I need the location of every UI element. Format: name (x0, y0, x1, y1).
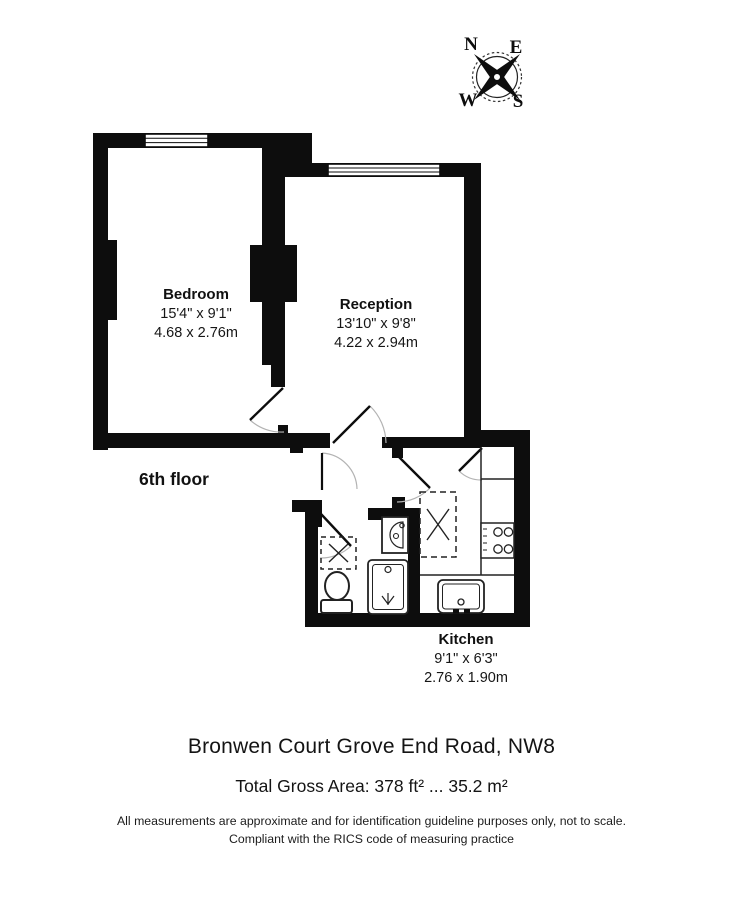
kitchen-door (459, 448, 482, 480)
compass-south-label: S (512, 91, 524, 112)
shower-tray (368, 560, 408, 614)
kitchen-right-wall (514, 435, 530, 627)
disclaimer (0, 812, 743, 848)
bedroom-name: Bedroom (163, 286, 229, 303)
property-address: Bronwen Court Grove End Road, NW8 (187, 735, 556, 758)
bedroom-dim-metric: 4.68 x 2.76m (154, 325, 238, 341)
bathroom-top-left-wall (292, 500, 322, 512)
compass-east-label: E (509, 37, 523, 58)
bedroom-left-pier (108, 240, 117, 320)
kitchen-fixtures (420, 447, 514, 614)
compass-rose (459, 34, 524, 112)
bedroom-dim-imperial: 15'4" x 9'1" (160, 305, 232, 322)
shower-space (321, 537, 356, 569)
bedroom-window (145, 134, 208, 147)
floor-label: 6th floor (139, 469, 209, 489)
reception-window (328, 164, 440, 176)
total-gross-area: Total Gross Area: 378 ft² ... 35.2 m² (235, 776, 508, 796)
bathroom-fixtures (321, 517, 408, 614)
middle-wall-upper (262, 148, 285, 245)
entrance-door (322, 453, 357, 490)
walls (93, 133, 530, 627)
hob (481, 523, 514, 558)
kitchen-dim-metric: 2.76 x 1.90m (424, 670, 508, 686)
wash-basin (382, 517, 408, 553)
reception-name: Reception (339, 296, 413, 313)
bedroom-door-jamb (271, 365, 285, 387)
bathroom-door (320, 514, 351, 558)
kitchen-label (424, 630, 508, 689)
bedroom-label (154, 285, 238, 344)
reception-door (333, 406, 386, 443)
kitchen-name: Kitchen (438, 631, 494, 648)
chimney-breast (250, 245, 297, 302)
toilet (321, 572, 352, 613)
bathroom-kitchen-divider-wall (408, 508, 420, 613)
disclaimer-line-1: All measurements are approximate and for identification guideline purposes only, not to scale. (116, 814, 626, 828)
bathroom-door-jamb (308, 512, 322, 527)
kitchen-dim-imperial: 9'1" x 6'3" (434, 650, 498, 667)
disclaimer-line-2: Compliant with the RICS code of measuring practice (228, 832, 514, 846)
doors (250, 388, 482, 558)
bedroom-left-wall (93, 133, 108, 450)
compass-north-label: N (464, 34, 478, 55)
appliance-space (420, 492, 456, 557)
hall-kitchen-door (397, 455, 430, 502)
entrance-top-jamb (290, 438, 303, 453)
reception-dim-metric: 4.22 x 2.94m (334, 335, 418, 351)
reception-label (334, 295, 418, 354)
compass-center (493, 73, 500, 80)
reception-right-wall (464, 163, 481, 448)
kitchen-sink (438, 580, 484, 614)
block-bottom-wall (305, 613, 530, 627)
middle-wall-lower (262, 302, 285, 365)
compass-west-label: W (458, 90, 478, 111)
reception-dim-imperial: 13'10" x 9'8" (336, 315, 416, 332)
